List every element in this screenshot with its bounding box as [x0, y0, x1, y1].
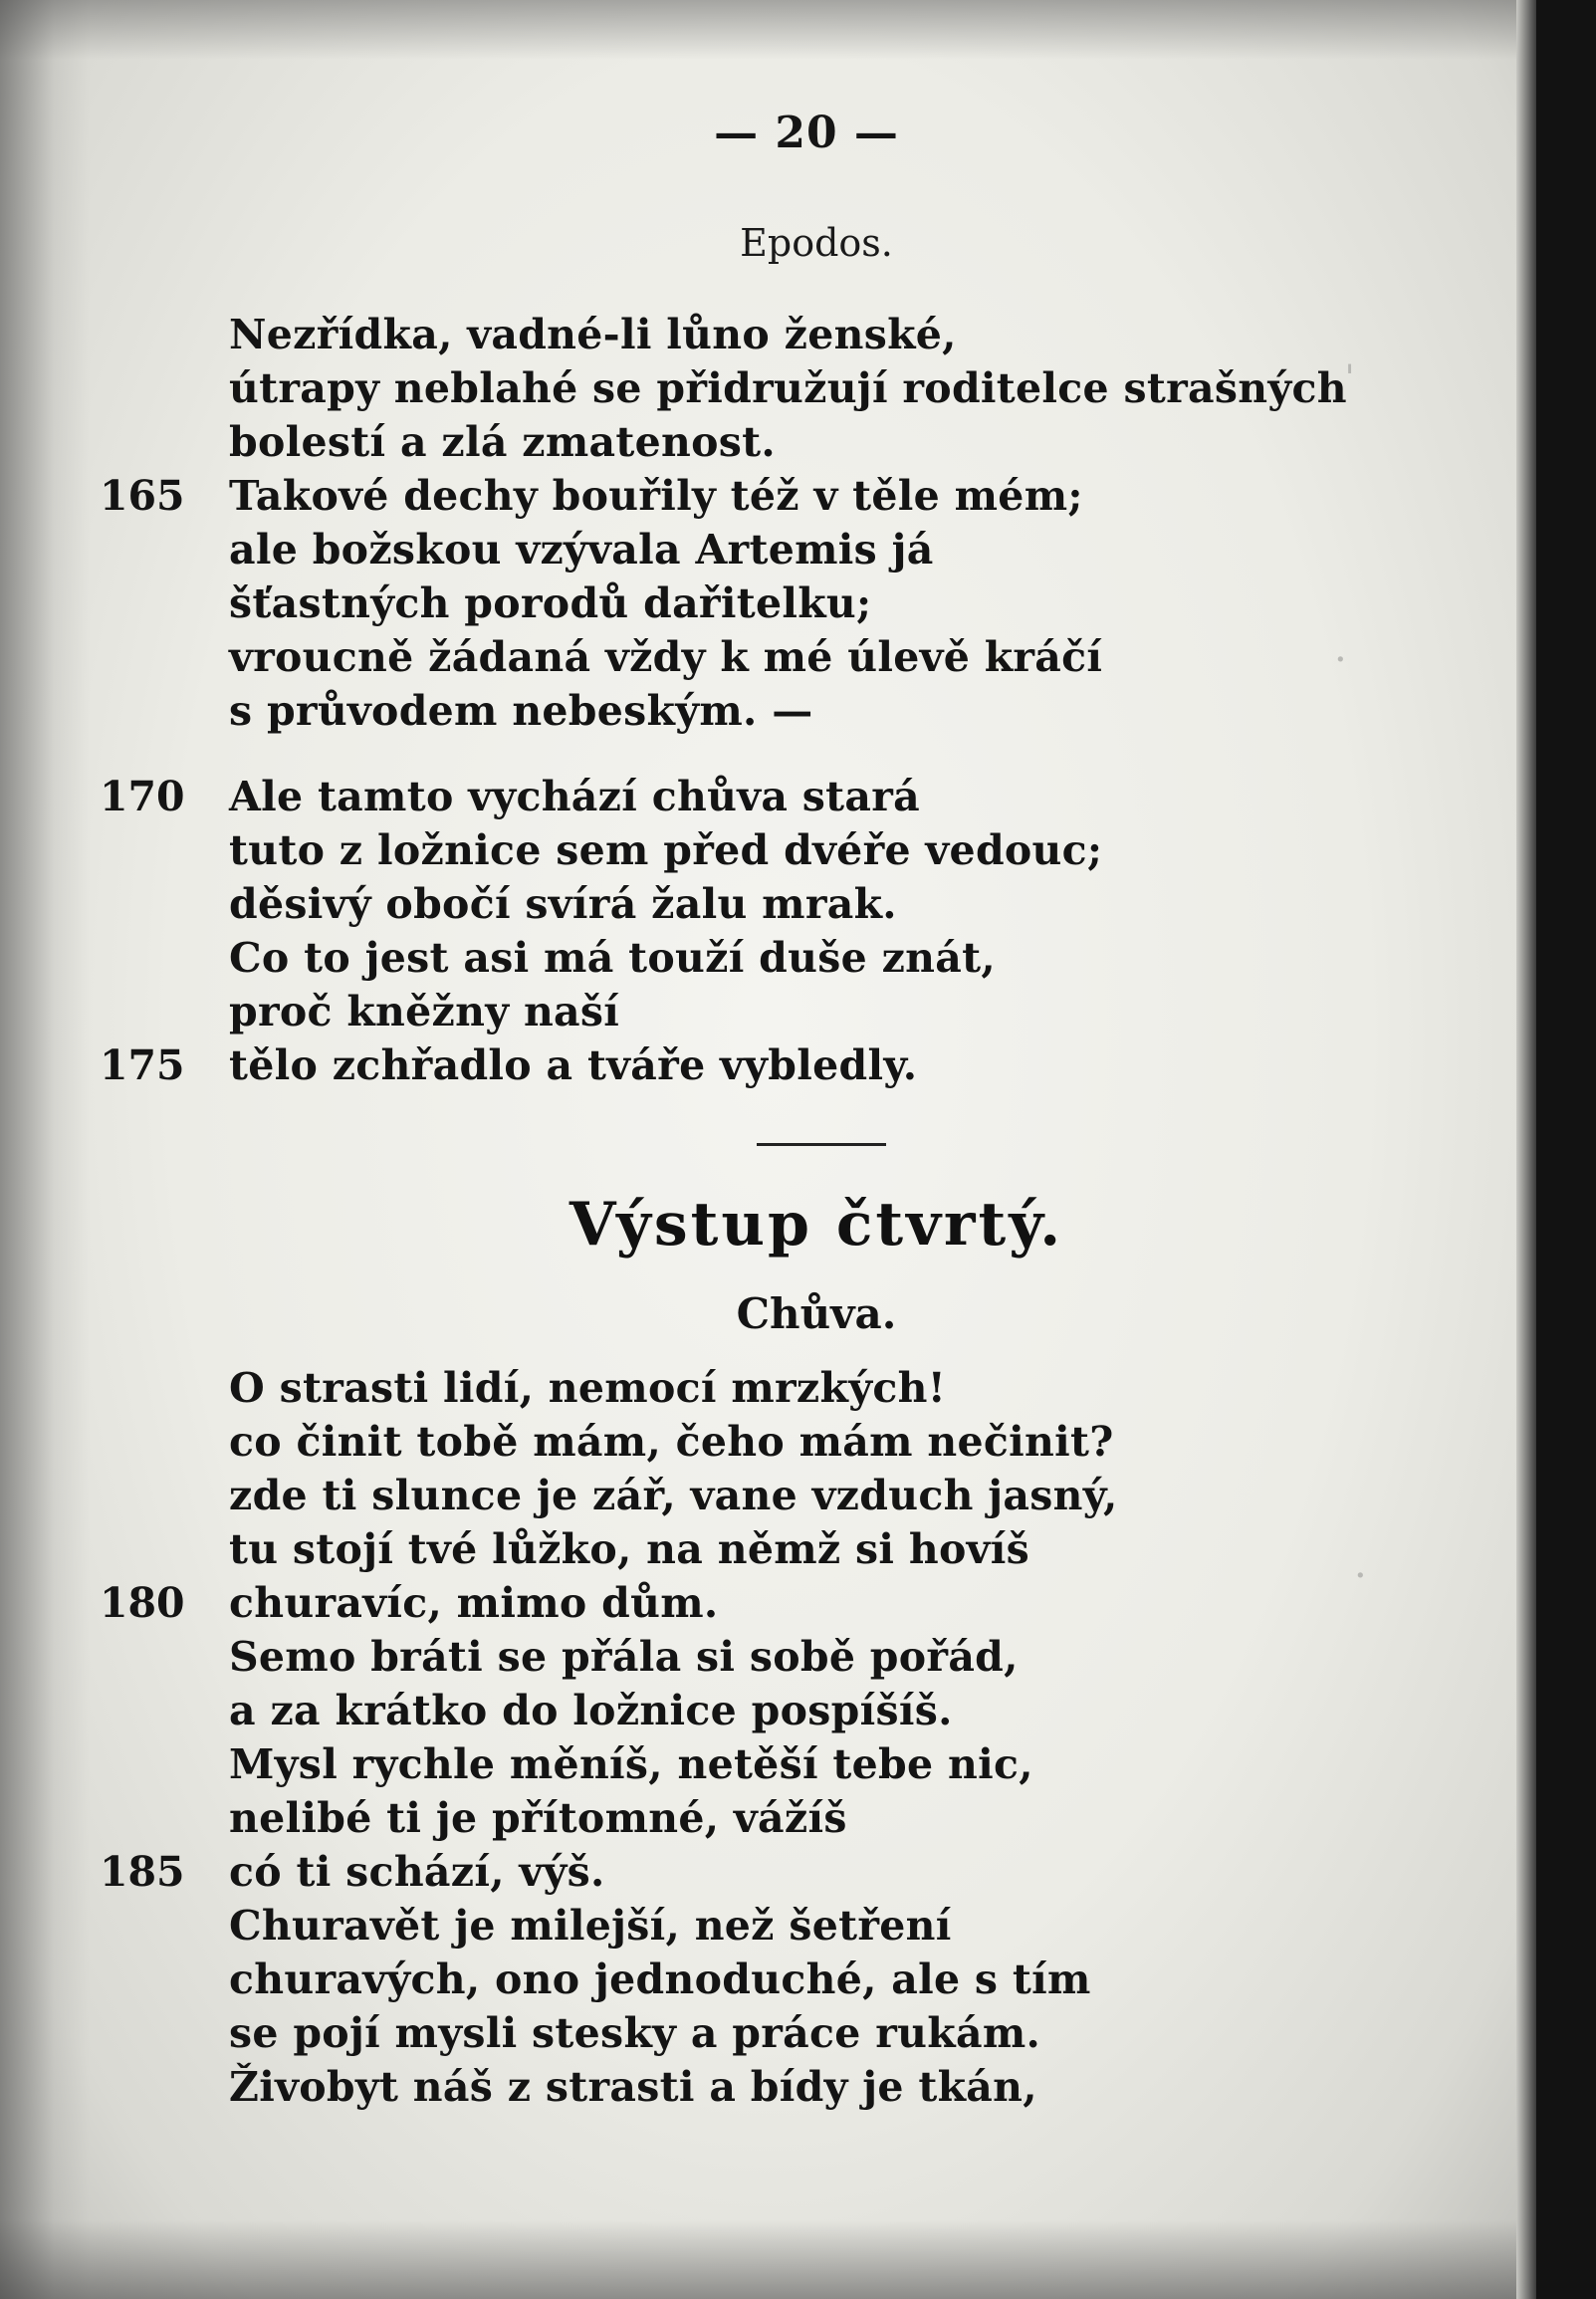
- left-edge-shadow: [0, 0, 90, 2299]
- scan-border: [1536, 0, 1596, 2299]
- verse-line: Živobyt náš z strasti a bídy je tkán,: [229, 2063, 1037, 2111]
- scene-title: Výstup čtvrtý.: [569, 1190, 1064, 1260]
- line-number: 170: [100, 773, 185, 820]
- verse-line: ale božskou vzývala Artemis já: [229, 526, 934, 574]
- verse-line: có ti schází, výš.: [229, 1848, 605, 1896]
- verse-line: churavých, ono jednoduché, ale s tím: [229, 1955, 1091, 2003]
- bleed-through-mark: ˈ: [1344, 358, 1355, 404]
- section-heading: Epodos.: [740, 221, 893, 265]
- verse-line: Ale tamto vychází chůva stará: [229, 773, 921, 820]
- line-number: 175: [100, 1041, 185, 1089]
- top-edge-shadow: [0, 0, 1536, 60]
- bottom-edge-shadow: [0, 2220, 1536, 2299]
- verse-line: bolestí a zlá zmatenost.: [229, 418, 776, 466]
- page-number: — 20 —: [714, 108, 899, 158]
- verse-line: Churavět je milejší, než šetření: [229, 1902, 952, 1950]
- verse-line: vroucně žádaná vždy k mé úlevě kráčí: [229, 633, 1103, 681]
- verse-line: Takové dechy bouřily též v těle mém;: [229, 472, 1083, 520]
- line-number: 185: [100, 1848, 185, 1896]
- section-divider: [757, 1143, 886, 1146]
- verse-line: Semo bráti se přála si sobě pořád,: [229, 1633, 1019, 1681]
- line-number: 165: [100, 472, 185, 520]
- verse-line: Mysl rychle měníš, netěší tebe nic,: [229, 1740, 1033, 1788]
- verse-line: útrapy neblahé se přidružují roditelce strašných: [229, 364, 1347, 412]
- line-number: 180: [100, 1579, 185, 1627]
- verse-line: zde ti slunce je zář, vane vzduch jasný,: [229, 1472, 1118, 1519]
- verse-line: Co to jest asi má touží duše znát,: [229, 934, 996, 982]
- verse-line: O strasti lidí, nemocí mrzkých!: [229, 1364, 946, 1412]
- speaker-name: Chůva.: [736, 1289, 897, 1338]
- verse-line: churavíc, mimo dům.: [229, 1579, 719, 1627]
- bleed-through-mark: ·: [1354, 1553, 1367, 1599]
- verse-line: s průvodem nebeským. —: [229, 687, 813, 735]
- verse-line: nelibé ti je přítomné, vážíš: [229, 1794, 847, 1842]
- verse-line: děsivý obočí svírá žalu mrak.: [229, 880, 897, 928]
- verse-line: co činit tobě mám, čeho mám nečinit?: [229, 1418, 1114, 1466]
- verse-line: šťastných porodů dařitelku;: [229, 579, 872, 627]
- verse-line: tělo zchřadlo a tváře vybledly.: [229, 1041, 918, 1089]
- verse-line: proč kněžny naší: [229, 988, 620, 1035]
- verse-line: a za krátko do ložnice pospíšíš.: [229, 1687, 953, 1734]
- bleed-through-mark: ·: [1334, 637, 1347, 683]
- verse-line: se pojí mysli stesky a práce rukám.: [229, 2009, 1041, 2057]
- verse-line: tu stojí tvé lůžko, na němž si hovíš: [229, 1525, 1030, 1573]
- page-right-edge: [1516, 0, 1536, 2299]
- verse-line: tuto z ložnice sem před dvéře vedouc;: [229, 826, 1103, 874]
- verse-line: Nezřídka, vadné-li lůno ženské,: [229, 311, 957, 358]
